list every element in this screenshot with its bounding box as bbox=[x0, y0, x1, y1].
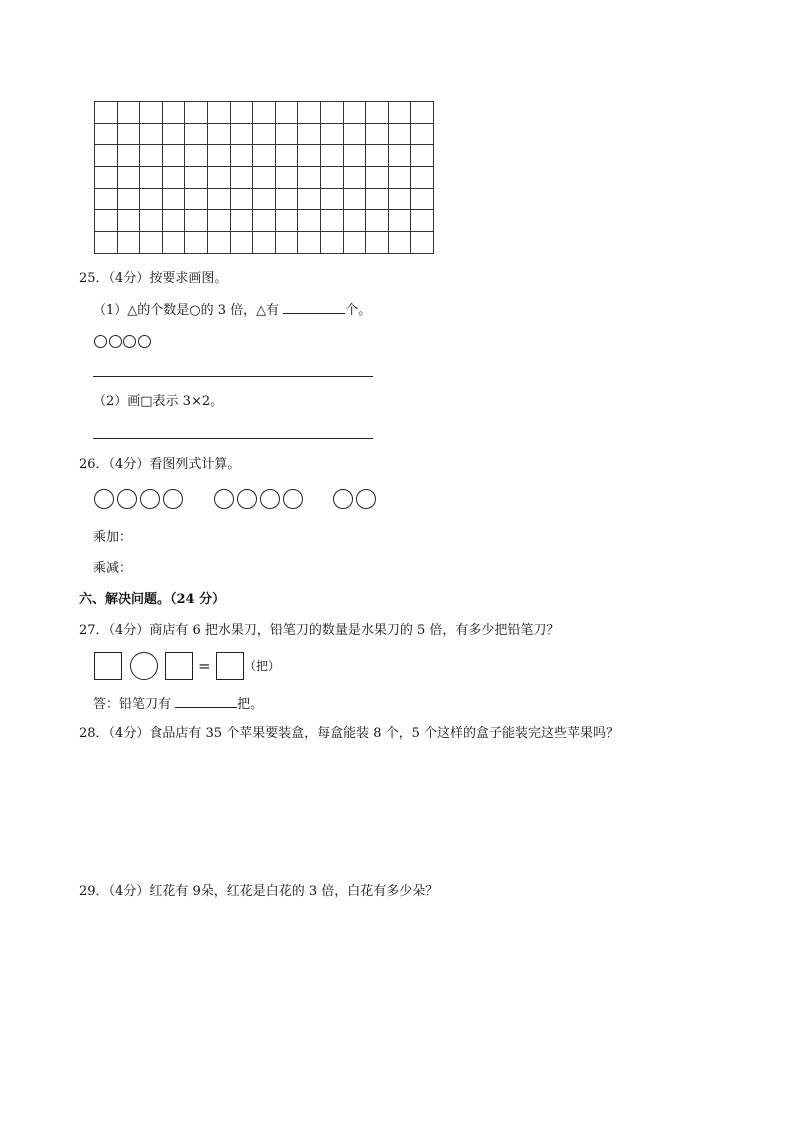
grid-cell[interactable] bbox=[298, 188, 321, 210]
circle-icon bbox=[333, 489, 353, 509]
grid-cell[interactable] bbox=[230, 210, 253, 232]
grid-cell[interactable] bbox=[230, 232, 253, 254]
grid-cell[interactable] bbox=[411, 167, 434, 189]
grid-cell[interactable] bbox=[366, 188, 389, 210]
grid-cell[interactable] bbox=[162, 102, 185, 124]
circle-icon bbox=[117, 489, 137, 509]
q26-multiply-subtract-label: 乘减： bbox=[93, 561, 133, 576]
grid-cell[interactable] bbox=[117, 167, 140, 189]
grid-cell[interactable] bbox=[140, 102, 163, 124]
grid-cell[interactable] bbox=[117, 210, 140, 232]
grid-cell[interactable] bbox=[343, 188, 366, 210]
grid-cell[interactable] bbox=[320, 123, 343, 145]
grid-cell[interactable] bbox=[230, 167, 253, 189]
circle-icon bbox=[283, 489, 303, 509]
grid-row bbox=[95, 123, 434, 145]
grid-cell[interactable] bbox=[162, 232, 185, 254]
grid-cell[interactable] bbox=[366, 145, 389, 167]
grid-cell[interactable] bbox=[275, 167, 298, 189]
grid-cell[interactable] bbox=[388, 167, 411, 189]
circle-icon bbox=[123, 335, 136, 348]
grid-cell[interactable] bbox=[185, 232, 208, 254]
q25-part1-blank[interactable] bbox=[283, 301, 345, 314]
grid-cell[interactable] bbox=[298, 123, 321, 145]
q27-answer bbox=[93, 695, 263, 713]
circle-icon bbox=[109, 335, 122, 348]
grid-cell[interactable] bbox=[411, 102, 434, 124]
grid-cell[interactable] bbox=[207, 188, 230, 210]
grid-cell[interactable] bbox=[388, 102, 411, 124]
grid-cell[interactable] bbox=[185, 188, 208, 210]
grid-cell[interactable] bbox=[162, 123, 185, 145]
grid-cell[interactable] bbox=[411, 210, 434, 232]
q29-title: 29．（4分）红花有 9朵，红花是白花的 3 倍，白花有多少朵？ bbox=[79, 884, 439, 899]
grid-cell[interactable] bbox=[411, 232, 434, 254]
grid-row bbox=[95, 102, 434, 124]
grid-row bbox=[95, 188, 434, 210]
grid-cell[interactable] bbox=[275, 123, 298, 145]
grid-cell[interactable] bbox=[185, 167, 208, 189]
grid-cell[interactable] bbox=[95, 102, 118, 124]
grid-cell[interactable] bbox=[275, 210, 298, 232]
q26-circle-group-2 bbox=[214, 489, 306, 513]
grid-cell[interactable] bbox=[298, 102, 321, 124]
grid-cell[interactable] bbox=[117, 145, 140, 167]
grid-cell[interactable] bbox=[117, 188, 140, 210]
grid-cell[interactable] bbox=[275, 232, 298, 254]
grid-cell[interactable] bbox=[343, 210, 366, 232]
circle-icon bbox=[214, 489, 234, 509]
grid-cell[interactable] bbox=[207, 210, 230, 232]
section-6-heading: 六、解决问题。（24 分） bbox=[79, 592, 226, 607]
grid-cell[interactable] bbox=[388, 123, 411, 145]
q25-circle-row bbox=[94, 333, 152, 352]
grid-cell[interactable] bbox=[343, 145, 366, 167]
grid-cell[interactable] bbox=[207, 232, 230, 254]
grid-cell[interactable] bbox=[185, 102, 208, 124]
grid-cell[interactable] bbox=[230, 145, 253, 167]
circle-icon bbox=[138, 335, 151, 348]
grid-cell[interactable] bbox=[298, 232, 321, 254]
q27-title: 27．（4分）商店有 6 把水果刀，铅笔刀的数量是水果刀的 5 倍，有多少把铅笔刀？ bbox=[79, 623, 560, 638]
q25-part1-prefix: （1）△的个数是○的 3 倍，△有 bbox=[93, 303, 280, 318]
grid-cell[interactable] bbox=[411, 188, 434, 210]
grid-cell[interactable] bbox=[343, 123, 366, 145]
grid-cell[interactable] bbox=[230, 102, 253, 124]
grid-cell[interactable] bbox=[253, 210, 276, 232]
grid-cell[interactable] bbox=[343, 232, 366, 254]
grid-row bbox=[95, 145, 434, 167]
grid-cell[interactable] bbox=[253, 123, 276, 145]
grid-cell[interactable] bbox=[95, 188, 118, 210]
grid-row bbox=[95, 210, 434, 232]
grid-cell[interactable] bbox=[275, 102, 298, 124]
grid-cell[interactable] bbox=[162, 145, 185, 167]
grid-cell[interactable] bbox=[95, 145, 118, 167]
q26-circle-group-3 bbox=[333, 489, 379, 513]
grid-cell[interactable] bbox=[185, 210, 208, 232]
grid-cell[interactable] bbox=[275, 145, 298, 167]
grid-cell[interactable] bbox=[366, 123, 389, 145]
q27-box-result[interactable] bbox=[216, 652, 244, 680]
q26-circle-group-1 bbox=[94, 489, 186, 513]
grid-cell[interactable] bbox=[366, 232, 389, 254]
grid-cell[interactable] bbox=[140, 232, 163, 254]
grid-cell[interactable] bbox=[117, 232, 140, 254]
grid-cell[interactable] bbox=[162, 167, 185, 189]
circle-icon bbox=[356, 489, 376, 509]
grid-cell[interactable] bbox=[275, 188, 298, 210]
grid-cell[interactable] bbox=[253, 167, 276, 189]
grid-cell[interactable] bbox=[253, 102, 276, 124]
grid-cell[interactable] bbox=[320, 232, 343, 254]
grid-cell[interactable] bbox=[298, 145, 321, 167]
drawing-grid bbox=[94, 101, 434, 254]
q25-part1-suffix: 个。 bbox=[345, 303, 372, 318]
q25-part1 bbox=[93, 301, 371, 319]
grid-cell[interactable] bbox=[411, 123, 434, 145]
grid-cell[interactable] bbox=[230, 123, 253, 145]
grid-cell[interactable] bbox=[95, 232, 118, 254]
grid-cell[interactable] bbox=[185, 123, 208, 145]
q27-box-1[interactable] bbox=[94, 652, 122, 680]
q26-title: 26．（4分）看图列式计算。 bbox=[79, 457, 241, 472]
grid-cell[interactable] bbox=[207, 145, 230, 167]
circle-icon bbox=[94, 489, 114, 509]
grid-cell[interactable] bbox=[230, 188, 253, 210]
grid-cell[interactable] bbox=[95, 167, 118, 189]
circle-icon bbox=[260, 489, 280, 509]
circle-icon bbox=[140, 489, 160, 509]
grid-cell[interactable] bbox=[388, 232, 411, 254]
q27-unit: （把） bbox=[244, 659, 281, 673]
grid-cell[interactable] bbox=[207, 123, 230, 145]
grid-cell[interactable] bbox=[320, 188, 343, 210]
grid-cell[interactable] bbox=[207, 167, 230, 189]
grid-cell[interactable] bbox=[388, 145, 411, 167]
grid-cell[interactable] bbox=[298, 167, 321, 189]
grid-cell[interactable] bbox=[320, 145, 343, 167]
q25-title: 25．（4分）按要求画图。 bbox=[79, 271, 228, 286]
grid-cell[interactable] bbox=[343, 167, 366, 189]
grid-cell[interactable] bbox=[253, 232, 276, 254]
grid-cell[interactable] bbox=[140, 210, 163, 232]
grid-cell[interactable] bbox=[298, 210, 321, 232]
grid-cell[interactable] bbox=[117, 123, 140, 145]
grid-cell[interactable] bbox=[388, 210, 411, 232]
grid-cell[interactable] bbox=[162, 210, 185, 232]
q28-title: 28．（4分）食品店有 35 个苹果要装盒，每盒能装 8 个，5 个这样的盒子能装完这些苹果吗？ bbox=[79, 726, 620, 741]
circle-icon bbox=[163, 489, 183, 509]
grid-cell[interactable] bbox=[388, 188, 411, 210]
grid-cell[interactable] bbox=[140, 167, 163, 189]
grid-cell[interactable] bbox=[207, 102, 230, 124]
grid-cell[interactable] bbox=[366, 167, 389, 189]
grid-cell[interactable] bbox=[117, 102, 140, 124]
grid-cell[interactable] bbox=[366, 210, 389, 232]
circle-icon bbox=[94, 335, 107, 348]
grid-cell[interactable] bbox=[140, 188, 163, 210]
q27-answer-suffix: 把。 bbox=[237, 697, 264, 712]
grid-cell[interactable] bbox=[185, 145, 208, 167]
grid-cell[interactable] bbox=[140, 123, 163, 145]
q27-box-2[interactable] bbox=[165, 652, 193, 680]
q25-answer-line-2[interactable] bbox=[93, 438, 373, 439]
grid-cell[interactable] bbox=[320, 210, 343, 232]
grid-cell[interactable] bbox=[366, 102, 389, 124]
grid-cell[interactable] bbox=[95, 123, 118, 145]
q25-part2: （2）画□表示 3×2。 bbox=[93, 394, 224, 409]
grid-cell[interactable] bbox=[95, 210, 118, 232]
q27-equals-sign: = bbox=[198, 657, 211, 675]
grid-cell[interactable] bbox=[411, 145, 434, 167]
grid-cell[interactable] bbox=[320, 167, 343, 189]
q27-operator-circle[interactable] bbox=[130, 652, 158, 680]
grid-cell[interactable] bbox=[253, 145, 276, 167]
grid-cell[interactable] bbox=[320, 102, 343, 124]
grid-cell[interactable] bbox=[162, 188, 185, 210]
grid-row bbox=[95, 232, 434, 254]
grid-cell[interactable] bbox=[253, 188, 276, 210]
q27-answer-prefix: 答：铅笔刀有 bbox=[93, 697, 172, 712]
circle-icon bbox=[237, 489, 257, 509]
q25-answer-line-1[interactable] bbox=[93, 376, 373, 377]
grid-cell[interactable] bbox=[140, 145, 163, 167]
q26-multiply-add-label: 乘加： bbox=[93, 530, 133, 545]
grid-row bbox=[95, 167, 434, 189]
q27-answer-blank[interactable] bbox=[175, 695, 237, 708]
grid-cell[interactable] bbox=[343, 102, 366, 124]
